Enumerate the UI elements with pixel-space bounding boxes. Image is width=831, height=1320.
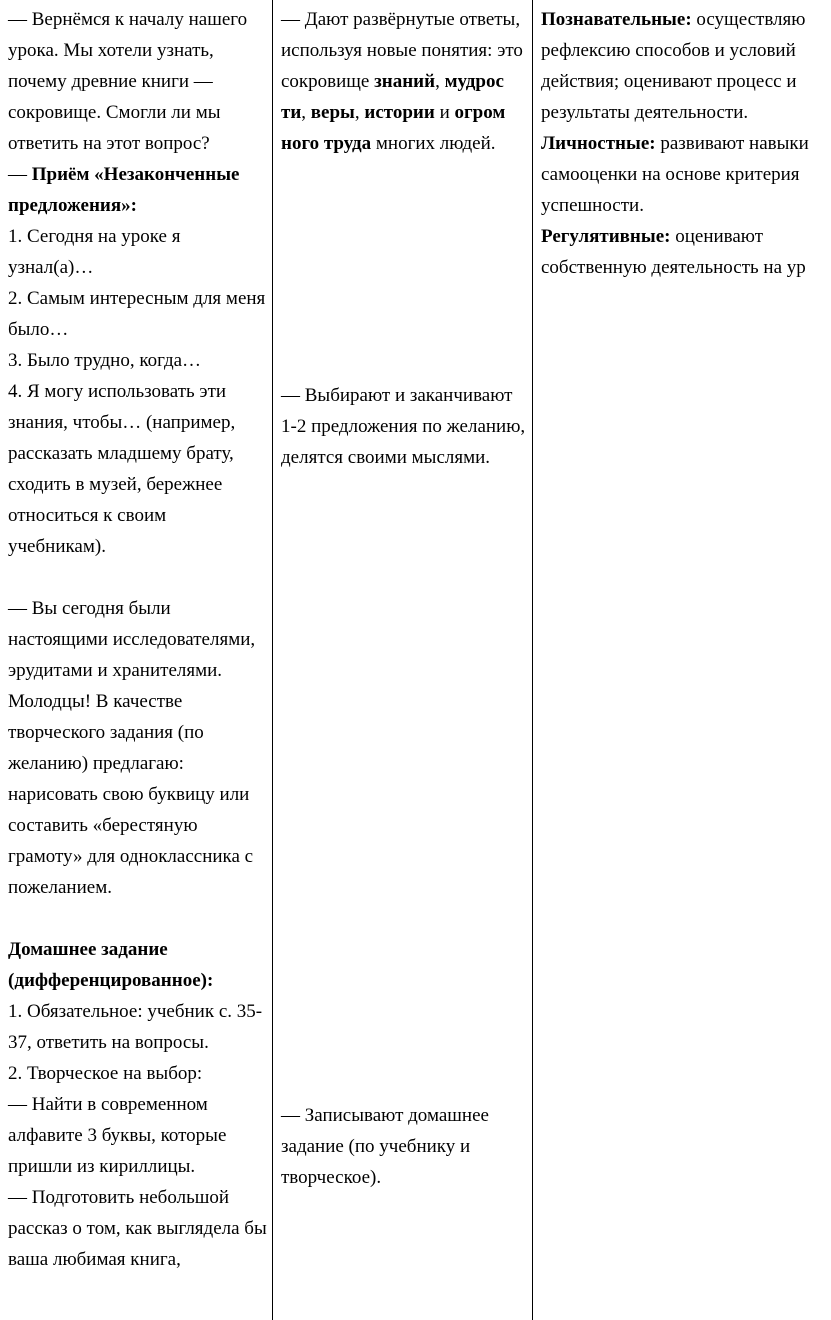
outcome-text: успешности.	[541, 195, 644, 216]
outcome-personal	[541, 128, 831, 221]
homework-item: 2. Творческое на выбор:	[8, 1063, 203, 1084]
sentence-item: 4. Я могу использовать эти знания, чтобы… (например, рассказать младшему брату, сходить в музей, бережнее относиться к своим учебникам).	[8, 381, 236, 557]
keyword: знаний	[374, 71, 436, 92]
question-paragraph: — Вернёмся к началу нашего урока. Мы хотели узнать, почему древние книги — сокровище. Смогли ли мы ответить на этот вопрос?	[8, 9, 248, 154]
outcome-text: оценивают	[670, 226, 764, 247]
homework-item: — Подготовить небольшой рассказ о том, как выглядела бы ваша любимая книга,	[8, 1187, 267, 1270]
technique-dash: —	[8, 164, 32, 185]
student-answer-block	[281, 4, 526, 159]
outcome-text: осуществляю	[691, 9, 806, 30]
separator: ,	[435, 71, 445, 92]
keyword: огром ного труда	[281, 102, 506, 154]
sentence-item: 1. Сегодня на уроке я узнал(а)…	[8, 226, 181, 278]
keyword: мудрос ти	[281, 71, 504, 123]
spacer	[8, 562, 268, 593]
outcome-text: действия; оценивают процесс и	[541, 71, 797, 92]
spacer	[8, 903, 268, 934]
praise-paragraph: — Вы сегодня были настоящими исследователями, эрудитами и хранителями. Молодцы! В качестве творческого задания (по желанию) предлагаю: нарисовать свою буквицу или составить «берестяную грамоту» для одноклассника с пожеланием.	[8, 598, 256, 898]
outcome-text: собственную деятельность на ур	[541, 257, 806, 278]
learning-outcomes-column	[541, 4, 831, 283]
outcome-label: Познавательные:	[541, 9, 692, 30]
sentence-item: 2. Самым интересным для меня было…	[8, 288, 266, 340]
table-border-right	[532, 0, 533, 1320]
keyword: веры	[310, 102, 355, 123]
separator: ,	[301, 102, 311, 123]
answer-text: многих людей.	[371, 133, 496, 154]
outcome-label: Личностные:	[541, 133, 656, 154]
homework-item: — Найти в современном алфавите 3 буквы, которые пришли из кириллицы.	[8, 1094, 227, 1177]
student-activity-column	[281, 4, 526, 1188]
teacher-activity-column	[8, 4, 268, 1275]
keyword: истории	[364, 102, 435, 123]
separator: ,	[354, 102, 365, 123]
answer-text: — Дают развёрнутые ответы, используя новые понятия: это сокровище	[281, 9, 523, 92]
technique-title: Приём «Незаконченные предложения»:	[8, 164, 240, 216]
outcome-label: Регулятивные:	[541, 226, 671, 247]
outcome-cognitive	[541, 4, 831, 128]
conjunction: и	[434, 102, 455, 123]
homework-item: 1. Обязательное: учебник с. 35-37, ответить на вопросы.	[8, 1001, 263, 1053]
technique-heading	[8, 159, 268, 221]
student-choice-block: — Выбирают и заканчивают 1-2 предложения по желанию, делятся своими мыслями.	[281, 385, 526, 468]
table-border-left	[272, 0, 273, 1320]
outcome-text: развивают навыки	[655, 133, 809, 154]
outcome-text: рефлексию способов и условий	[541, 40, 796, 61]
outcome-text: самооценки на основе критерия	[541, 164, 800, 185]
outcome-text: результаты деятельности.	[541, 102, 749, 123]
student-homework-block: — Записывают домашнее задание (по учебнику и творческое).	[281, 1105, 489, 1188]
homework-title: Домашнее задание (дифференцированное):	[8, 939, 214, 991]
sentence-item: 3. Было трудно, когда…	[8, 350, 202, 371]
outcome-regulatory	[541, 221, 831, 283]
